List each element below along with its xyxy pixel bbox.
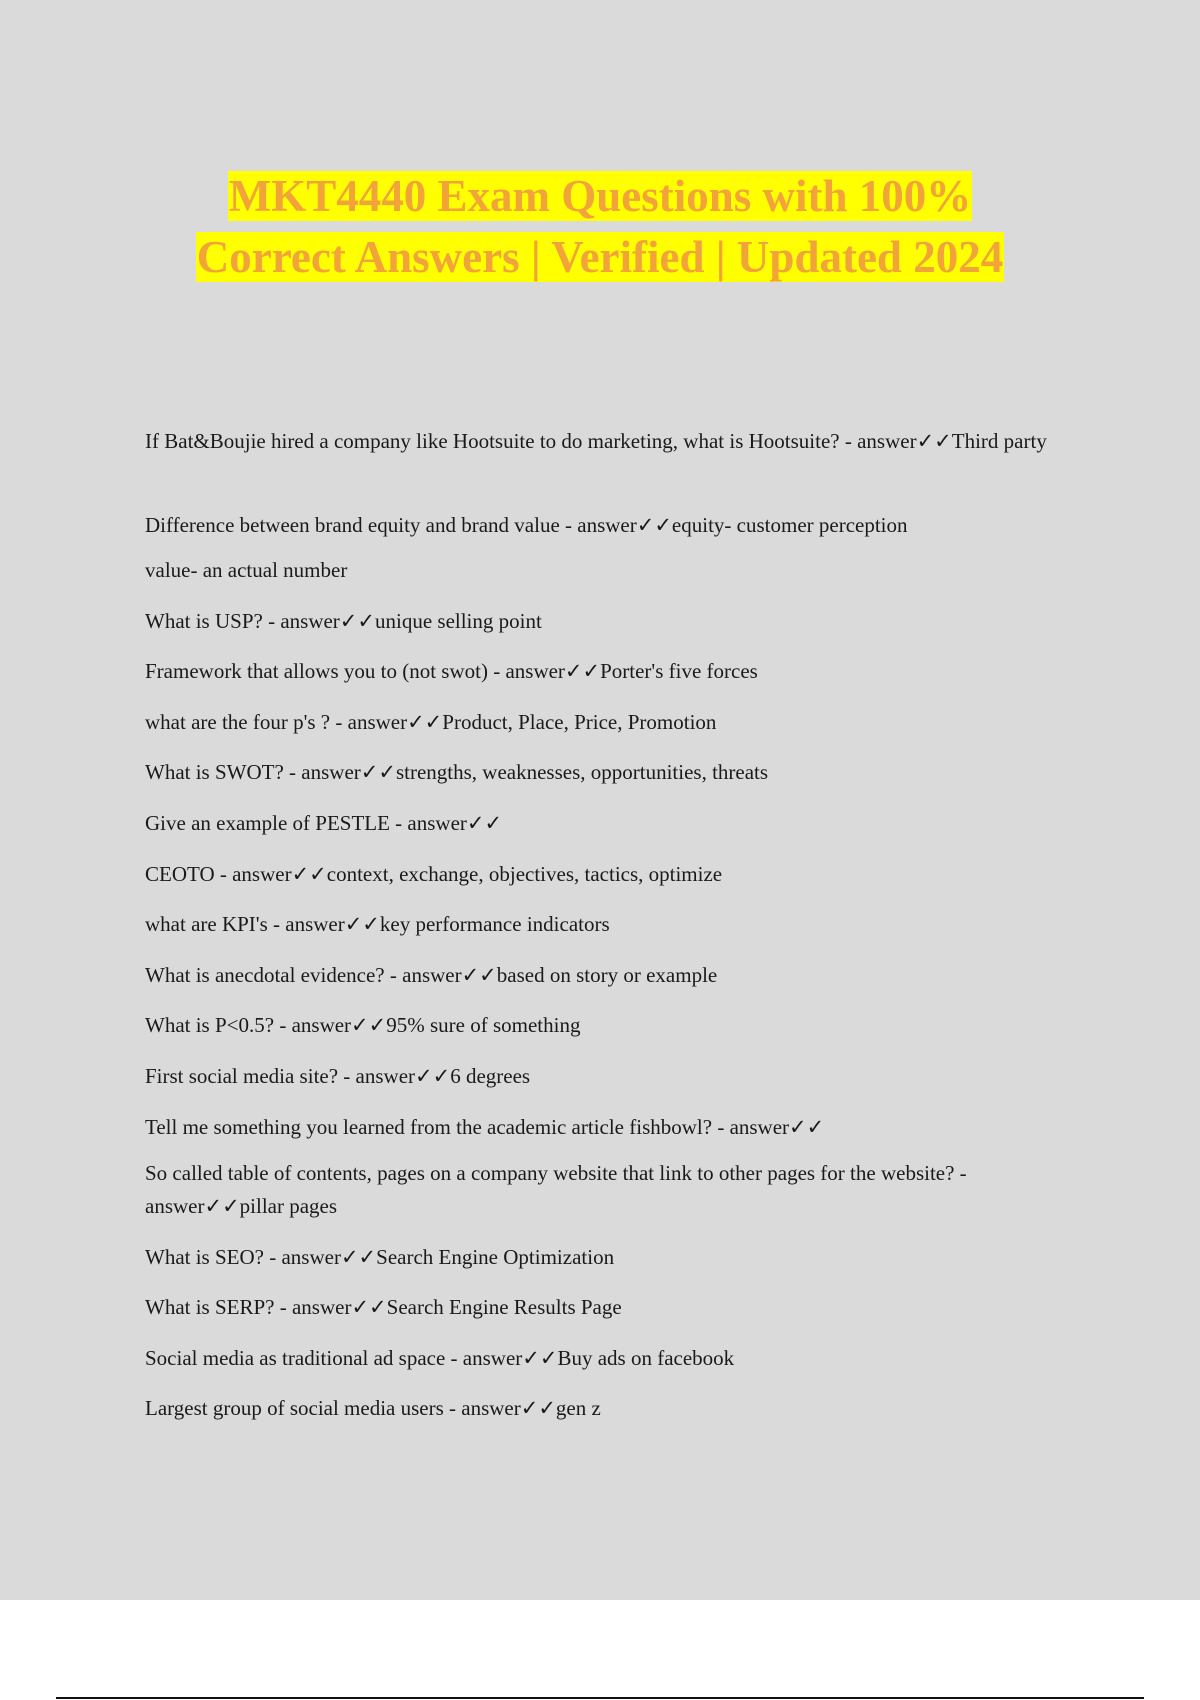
qa-item: What is USP? - answer✓✓unique selling point	[145, 608, 542, 633]
qa-item: What is SERP? - answer✓✓Search Engine Results Page	[145, 1295, 622, 1320]
qa-item: what are the four p's ? - answer✓✓Product, Place, Price, Promotion	[145, 709, 717, 734]
qa-item-continuation: value- an actual number	[145, 558, 348, 582]
footer-divider	[56, 1697, 1144, 1699]
qa-item: Framework that allows you to (not swot) - answer✓✓Porter's five forces	[145, 659, 758, 684]
qa-list	[145, 425, 1085, 1443]
qa-item: Difference between brand equity and brand value - answer✓✓equity- customer perception	[145, 513, 908, 537]
qa-item: What is P<0.5? - answer✓✓95% sure of something	[145, 1013, 581, 1038]
title-line-1: MKT4440 Exam Questions with 100%	[228, 171, 972, 221]
qa-item: What is SEO? - answer✓✓Search Engine Optimization	[145, 1244, 615, 1269]
qa-item: what are KPI's - answer✓✓key performance indicators	[145, 912, 610, 937]
qa-item: Social media as traditional ad space - answer✓✓Buy ads on facebook	[145, 1345, 735, 1370]
qa-item: Largest group of social media users - answer✓✓gen z	[145, 1396, 601, 1421]
qa-item: First social media site? - answer✓✓6 degrees	[145, 1063, 531, 1088]
title-line-2: Correct Answers | Verified | Updated 2024	[196, 232, 1004, 282]
qa-item: What is anecdotal evidence? - answer✓✓based on story or example	[145, 962, 718, 987]
qa-item: Give an example of PESTLE - answer✓✓	[145, 810, 503, 835]
qa-item: If Bat&Boujie hired a company like Hootsuite to do marketing, what is Hootsuite? - answer✓✓Third party	[145, 429, 1047, 453]
qa-item: So called table of contents, pages on a company website that link to other pages for the website? - answer✓✓pillar pages	[145, 1160, 967, 1218]
qa-item: CEOTO - answer✓✓context, exchange, objectives, tactics, optimize	[145, 861, 723, 886]
qa-item: Tell me something you learned from the academic article fishbowl? - answer✓✓	[145, 1114, 825, 1139]
document-title	[0, 166, 1200, 288]
qa-item: What is SWOT? - answer✓✓strengths, weaknesses, opportunities, threats	[145, 760, 769, 785]
